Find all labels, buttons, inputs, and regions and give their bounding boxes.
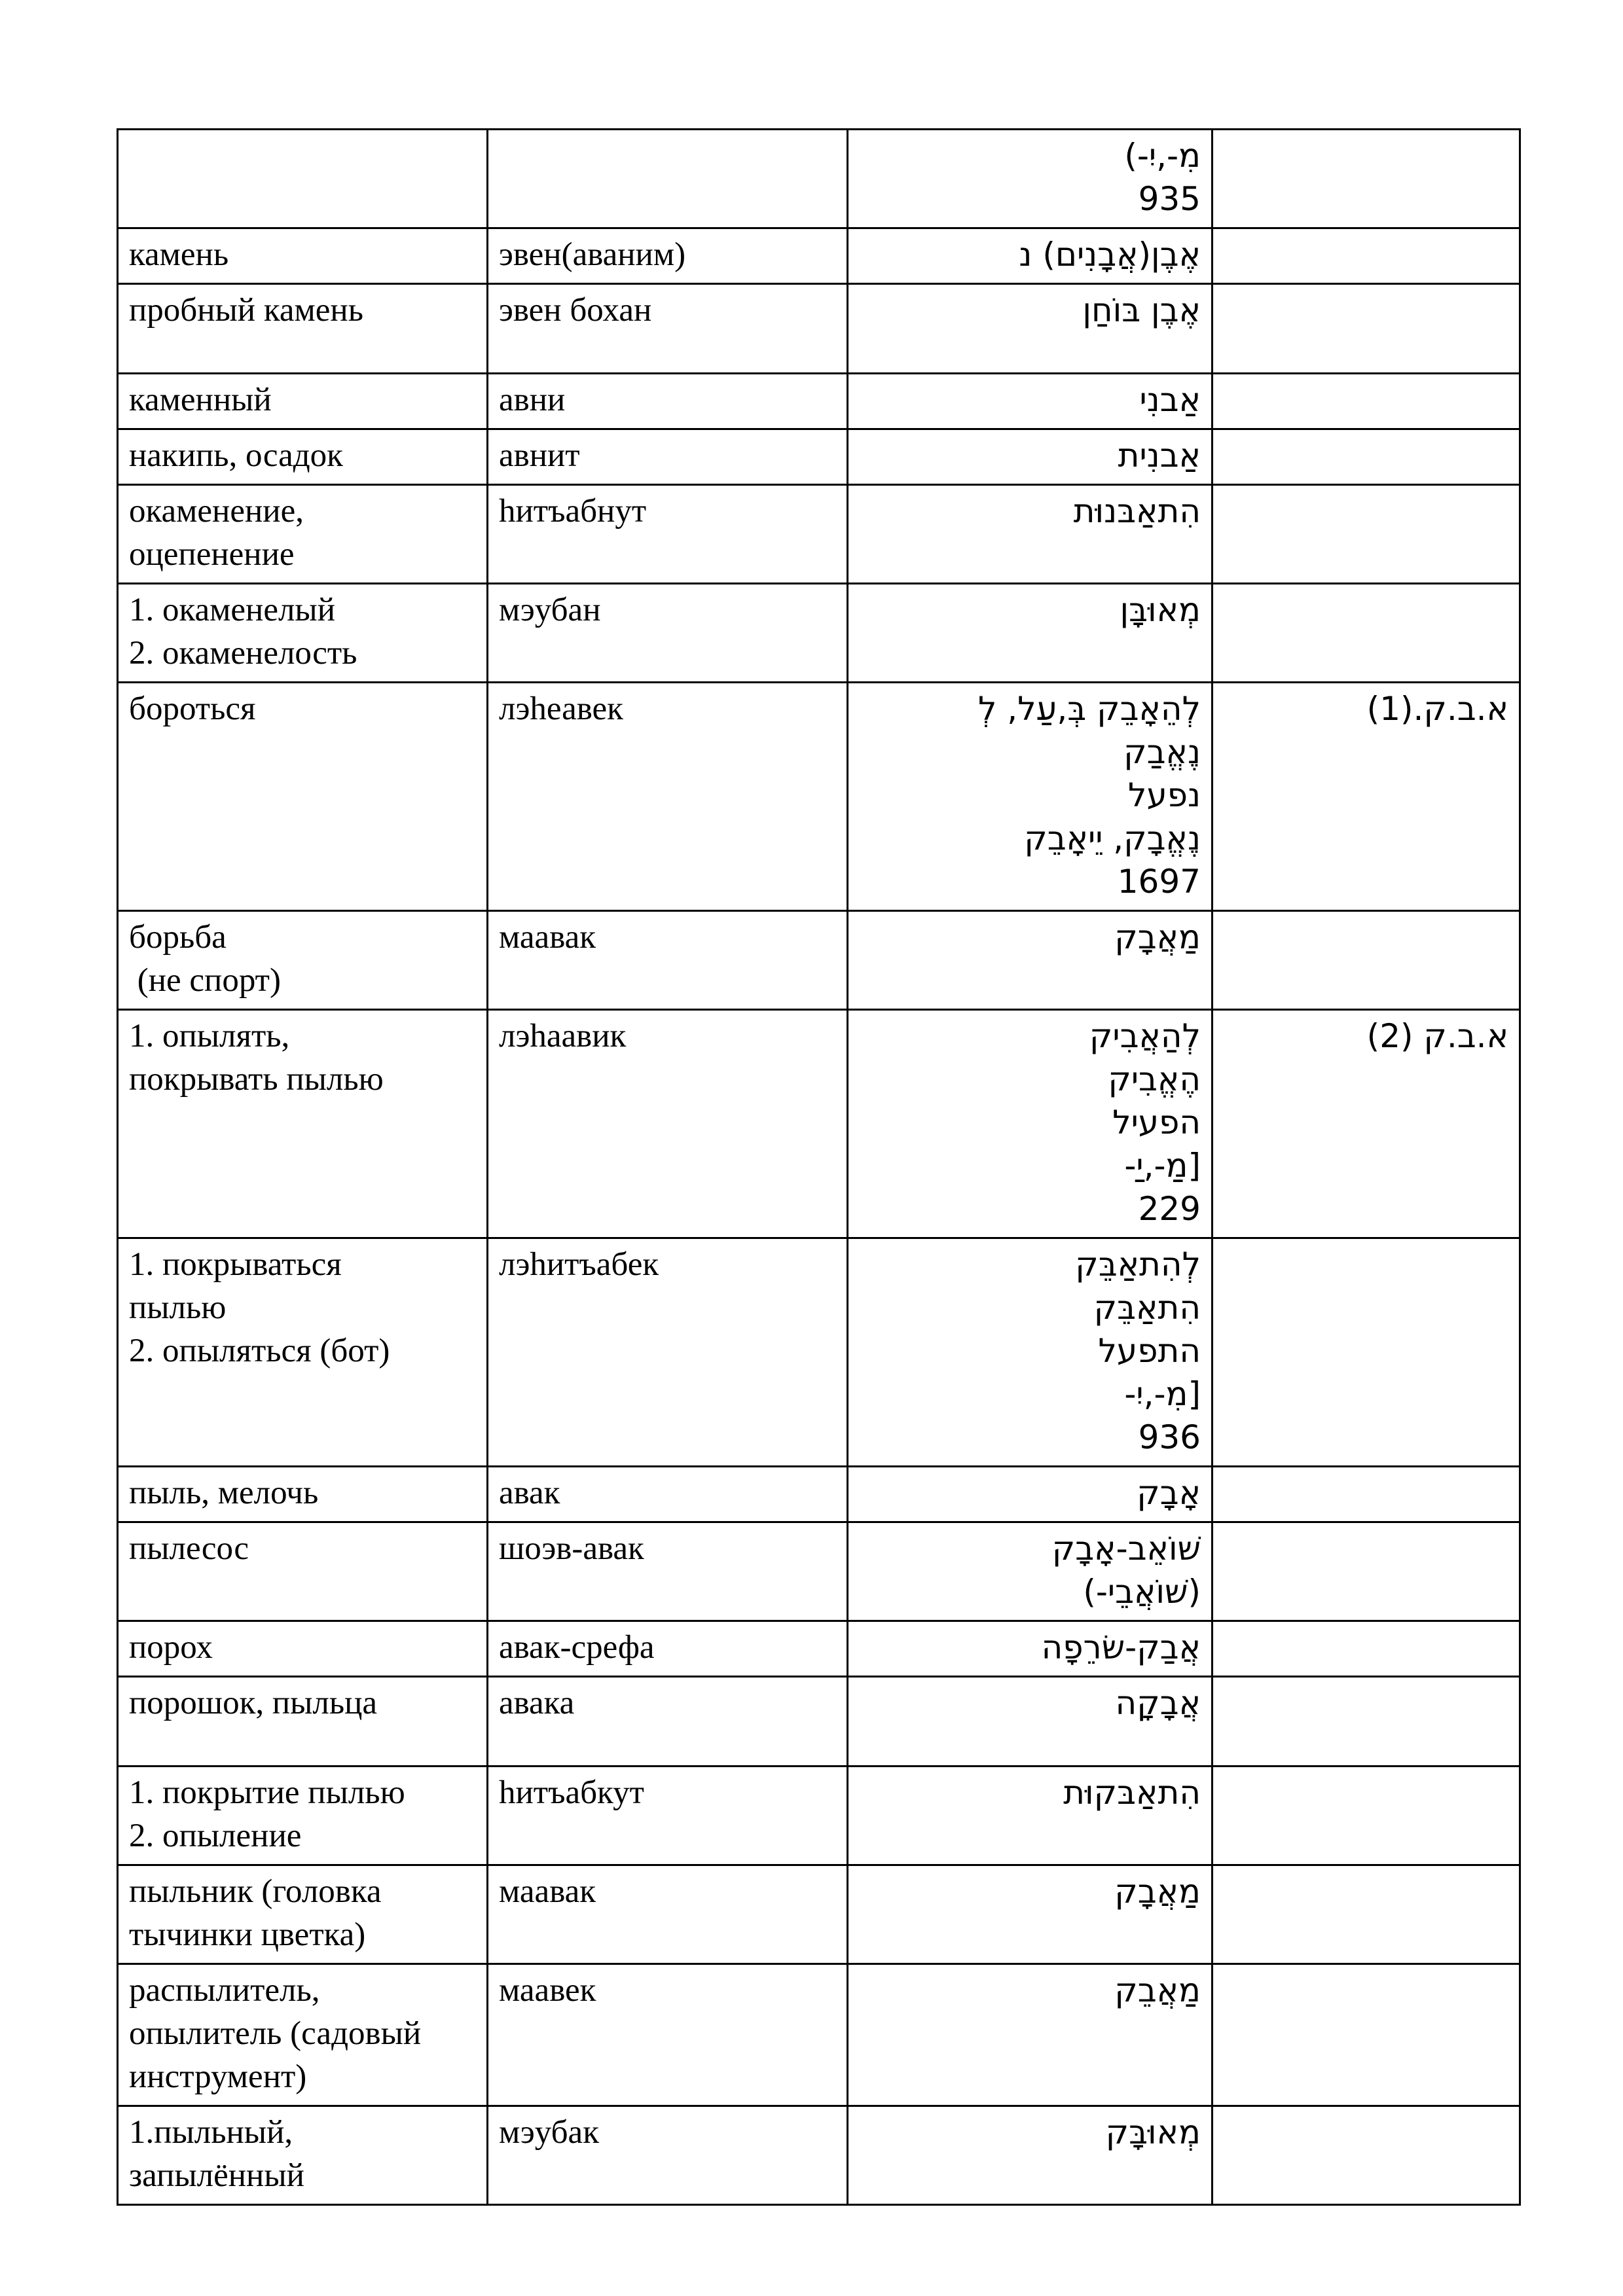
russian-cell bbox=[118, 1467, 488, 1522]
russian-cell-line: пыль, мелочь bbox=[129, 1475, 319, 1511]
hebrew-cell-line: לְהִתאַבֵּק bbox=[1075, 1246, 1201, 1283]
russian-cell bbox=[118, 228, 488, 284]
russian-cell-line: 1. опылять, bbox=[129, 1018, 290, 1054]
hebrew-cell bbox=[848, 374, 1213, 429]
table-row bbox=[118, 911, 1520, 1010]
hebrew-cell-line: [מִ-,יִ- bbox=[1124, 1375, 1201, 1413]
russian-cell bbox=[118, 429, 488, 485]
hebrew-cell-line: הִתאַבּנוּת bbox=[1073, 492, 1201, 530]
hebrew-cell-line: לְהַאֲבִיק bbox=[1089, 1017, 1201, 1055]
root-cell-line: א.ב.ק.(1) bbox=[1366, 690, 1508, 728]
table-row bbox=[118, 1010, 1520, 1238]
russian-cell-line: каменный bbox=[129, 382, 272, 418]
transliteration-cell bbox=[488, 1767, 848, 1865]
transliteration-cell-line: мэубан bbox=[499, 592, 601, 628]
russian-cell-line: 2. окаменелость bbox=[129, 635, 357, 672]
russian-cell-line: пылью bbox=[129, 1289, 227, 1326]
hebrew-cell-line: אַבנִי bbox=[1139, 381, 1201, 419]
russian-cell-line: 1.пыльный, bbox=[129, 2114, 293, 2151]
transliteration-cell bbox=[488, 1621, 848, 1677]
russian-cell-line: 1. покрытие пылью bbox=[129, 1774, 405, 1811]
root-cell bbox=[1213, 584, 1520, 683]
transliteration-cell-line: маавак bbox=[499, 1873, 596, 1910]
transliteration-cell bbox=[488, 911, 848, 1010]
hebrew-cell bbox=[848, 1522, 1213, 1621]
hebrew-cell-line: אָבָק bbox=[1137, 1474, 1201, 1512]
transliteration-cell bbox=[488, 1677, 848, 1767]
russian-cell bbox=[118, 1865, 488, 1964]
transliteration-cell-line: лэhаавик bbox=[499, 1018, 627, 1054]
hebrew-cell-line: מִ-,יִ-) bbox=[1124, 137, 1201, 175]
russian-cell-line: окаменение, bbox=[129, 493, 304, 529]
transliteration-cell-line: авак-срефа bbox=[499, 1629, 655, 1666]
table-row bbox=[118, 429, 1520, 485]
russian-cell bbox=[118, 374, 488, 429]
russian-cell bbox=[118, 584, 488, 683]
transliteration-cell bbox=[488, 1467, 848, 1522]
root-cell bbox=[1213, 1621, 1520, 1677]
russian-cell-line: камень bbox=[129, 236, 229, 273]
transliteration-cell bbox=[488, 485, 848, 584]
root-cell bbox=[1213, 1964, 1520, 2106]
russian-cell-line: пробный камень bbox=[129, 292, 363, 329]
hebrew-cell bbox=[848, 683, 1213, 911]
hebrew-cell-line: הפעיל bbox=[1112, 1103, 1201, 1141]
hebrew-cell-line: 229 bbox=[1138, 1190, 1201, 1228]
russian-cell bbox=[118, 683, 488, 911]
russian-cell bbox=[118, 1621, 488, 1677]
russian-cell bbox=[118, 1767, 488, 1865]
transliteration-cell bbox=[488, 2106, 848, 2205]
russian-cell-line: пыльник (головка bbox=[129, 1873, 382, 1910]
transliteration-cell bbox=[488, 1865, 848, 1964]
transliteration-cell bbox=[488, 130, 848, 228]
russian-cell-line: запылённый bbox=[129, 2157, 304, 2194]
russian-cell-line: 2. опыляться (бот) bbox=[129, 1333, 390, 1369]
root-cell bbox=[1213, 911, 1520, 1010]
dictionary-table bbox=[117, 128, 1521, 2206]
transliteration-cell bbox=[488, 429, 848, 485]
hebrew-cell bbox=[848, 284, 1213, 374]
root-cell bbox=[1213, 228, 1520, 284]
transliteration-cell bbox=[488, 374, 848, 429]
russian-cell bbox=[118, 1964, 488, 2106]
transliteration-cell-line: шоэв-авак bbox=[499, 1530, 644, 1567]
hebrew-cell-line: שׁוֹאֵב-אָבָק bbox=[1051, 1530, 1201, 1568]
hebrew-cell bbox=[848, 2106, 1213, 2205]
root-cell bbox=[1213, 1865, 1520, 1964]
transliteration-cell bbox=[488, 228, 848, 284]
russian-cell-line: порох bbox=[129, 1629, 213, 1666]
hebrew-cell-line: נפעל bbox=[1128, 776, 1201, 814]
root-cell bbox=[1213, 1467, 1520, 1522]
hebrew-cell-line: הִתאַבֵּק bbox=[1093, 1289, 1201, 1327]
russian-cell bbox=[118, 130, 488, 228]
hebrew-cell-line: הִתאַבּקוּת bbox=[1063, 1774, 1201, 1812]
russian-cell bbox=[118, 1238, 488, 1467]
transliteration-cell-line: авак bbox=[499, 1475, 560, 1511]
table-row bbox=[118, 485, 1520, 584]
russian-cell-line: оцепенение bbox=[129, 536, 295, 573]
table-row bbox=[118, 130, 1520, 228]
russian-cell-line: распылитель, bbox=[129, 1972, 320, 2009]
hebrew-cell-line: התפעל bbox=[1098, 1332, 1201, 1370]
hebrew-cell-line: [מַ-,יַ- bbox=[1124, 1147, 1201, 1185]
transliteration-cell-line: hитъабкут bbox=[499, 1774, 644, 1811]
table-row bbox=[118, 584, 1520, 683]
hebrew-cell-line: (שׁוֹאֲבֵי-) bbox=[1083, 1573, 1201, 1611]
transliteration-cell bbox=[488, 1964, 848, 2106]
transliteration-cell bbox=[488, 1010, 848, 1238]
russian-cell-line: инструмент) bbox=[129, 2058, 307, 2095]
hebrew-cell bbox=[848, 1865, 1213, 1964]
table-row bbox=[118, 228, 1520, 284]
table-row bbox=[118, 284, 1520, 374]
root-cell bbox=[1213, 485, 1520, 584]
table-row bbox=[118, 1964, 1520, 2106]
hebrew-cell bbox=[848, 429, 1213, 485]
russian-cell-line: накипь, осадок bbox=[129, 437, 343, 474]
hebrew-cell bbox=[848, 911, 1213, 1010]
russian-cell-line: тычинки цветка) bbox=[129, 1916, 366, 1953]
russian-cell-line: покрывать пылью bbox=[129, 1061, 384, 1098]
hebrew-cell-line: אַבנִית bbox=[1118, 437, 1201, 475]
hebrew-cell-line: אֶבֶן(אֲבָנִים) נ bbox=[1019, 236, 1201, 274]
russian-cell bbox=[118, 1010, 488, 1238]
table-row bbox=[118, 1767, 1520, 1865]
russian-cell-line: (не спорт) bbox=[129, 962, 281, 999]
transliteration-cell-line: hитъабнут bbox=[499, 493, 647, 529]
transliteration-cell-line: мэубак bbox=[499, 2114, 599, 2151]
transliteration-cell bbox=[488, 683, 848, 911]
russian-cell-line: пылесос bbox=[129, 1530, 249, 1567]
hebrew-cell bbox=[848, 130, 1213, 228]
table-row bbox=[118, 1677, 1520, 1767]
hebrew-cell-line: נֶאֱבָק, יֵיאָבֵק bbox=[1024, 819, 1201, 857]
hebrew-cell bbox=[848, 1964, 1213, 2106]
russian-cell bbox=[118, 1677, 488, 1767]
hebrew-cell-line: הֶאֱבִיק bbox=[1108, 1060, 1201, 1098]
hebrew-cell-line: 1697 bbox=[1117, 863, 1201, 901]
root-cell bbox=[1213, 284, 1520, 374]
hebrew-cell-line: 936 bbox=[1138, 1418, 1201, 1456]
table-row bbox=[118, 1467, 1520, 1522]
root-cell-line: א.ב.ק (2) bbox=[1366, 1017, 1508, 1055]
russian-cell-line: борьба bbox=[129, 919, 227, 956]
hebrew-cell-line: מַאֲבֵק bbox=[1114, 1971, 1201, 2009]
root-cell bbox=[1213, 130, 1520, 228]
hebrew-cell-line: לְהֵאָבֵק בְּ,עַל, לְ bbox=[978, 690, 1201, 728]
russian-cell-line: бороться bbox=[129, 691, 256, 727]
transliteration-cell bbox=[488, 1522, 848, 1621]
table-row bbox=[118, 1865, 1520, 1964]
root-cell bbox=[1213, 1010, 1520, 1238]
russian-cell bbox=[118, 2106, 488, 2205]
hebrew-cell bbox=[848, 1010, 1213, 1238]
hebrew-cell-line: נֶאֱבַק bbox=[1123, 733, 1201, 771]
hebrew-cell-line: אֲבָקָה bbox=[1115, 1684, 1201, 1722]
transliteration-cell-line: лэhеавек bbox=[499, 691, 623, 727]
hebrew-cell bbox=[848, 1467, 1213, 1522]
hebrew-cell-line: מַאֲבָק bbox=[1114, 918, 1201, 956]
hebrew-cell bbox=[848, 1238, 1213, 1467]
root-cell bbox=[1213, 2106, 1520, 2205]
russian-cell bbox=[118, 1522, 488, 1621]
russian-cell-line: порошок, пыльца bbox=[129, 1685, 378, 1721]
root-cell bbox=[1213, 1677, 1520, 1767]
table-row bbox=[118, 1238, 1520, 1467]
dictionary-table-body bbox=[118, 130, 1520, 2205]
table-row bbox=[118, 683, 1520, 911]
transliteration-cell-line: авака bbox=[499, 1685, 575, 1721]
hebrew-cell bbox=[848, 1621, 1213, 1677]
hebrew-cell bbox=[848, 485, 1213, 584]
russian-cell-line: опылитель (садовый bbox=[129, 2015, 422, 2052]
table-row bbox=[118, 374, 1520, 429]
table-row bbox=[118, 1522, 1520, 1621]
russian-cell bbox=[118, 284, 488, 374]
hebrew-cell-line: מְאוּבָּן bbox=[1120, 591, 1201, 629]
hebrew-cell-line: 935 bbox=[1138, 180, 1201, 218]
hebrew-cell bbox=[848, 1767, 1213, 1865]
russian-cell-line: 2. опыление bbox=[129, 1818, 302, 1854]
hebrew-cell-line: מַאֲבָק bbox=[1114, 1873, 1201, 1910]
transliteration-cell bbox=[488, 584, 848, 683]
transliteration-cell-line: авни bbox=[499, 382, 566, 418]
root-cell bbox=[1213, 1767, 1520, 1865]
root-cell bbox=[1213, 429, 1520, 485]
transliteration-cell-line: лэhитъабек bbox=[499, 1246, 659, 1283]
transliteration-cell-line: маавак bbox=[499, 919, 596, 956]
russian-cell-line: 1. окаменелый bbox=[129, 592, 335, 628]
table-row bbox=[118, 1621, 1520, 1677]
transliteration-cell-line: маавек bbox=[499, 1972, 596, 2009]
hebrew-cell bbox=[848, 228, 1213, 284]
russian-cell-line: 1. покрываться bbox=[129, 1246, 342, 1283]
transliteration-cell bbox=[488, 284, 848, 374]
transliteration-cell-line: эвен(аваним) bbox=[499, 236, 686, 273]
table-row bbox=[118, 2106, 1520, 2205]
transliteration-cell bbox=[488, 1238, 848, 1467]
root-cell bbox=[1213, 1522, 1520, 1621]
transliteration-cell-line: авнит bbox=[499, 437, 580, 474]
hebrew-cell-line: אֲבַק-שׂרֵפָה bbox=[1041, 1628, 1201, 1666]
hebrew-cell bbox=[848, 1677, 1213, 1767]
russian-cell bbox=[118, 911, 488, 1010]
hebrew-cell bbox=[848, 584, 1213, 683]
hebrew-cell-line: מְאוּבָּק bbox=[1105, 2113, 1201, 2151]
root-cell bbox=[1213, 1238, 1520, 1467]
russian-cell bbox=[118, 485, 488, 584]
root-cell bbox=[1213, 683, 1520, 911]
transliteration-cell-line: эвен бохан bbox=[499, 292, 652, 329]
hebrew-cell-line: אֶבֶן בּוֹחַן bbox=[1082, 291, 1201, 329]
root-cell bbox=[1213, 374, 1520, 429]
